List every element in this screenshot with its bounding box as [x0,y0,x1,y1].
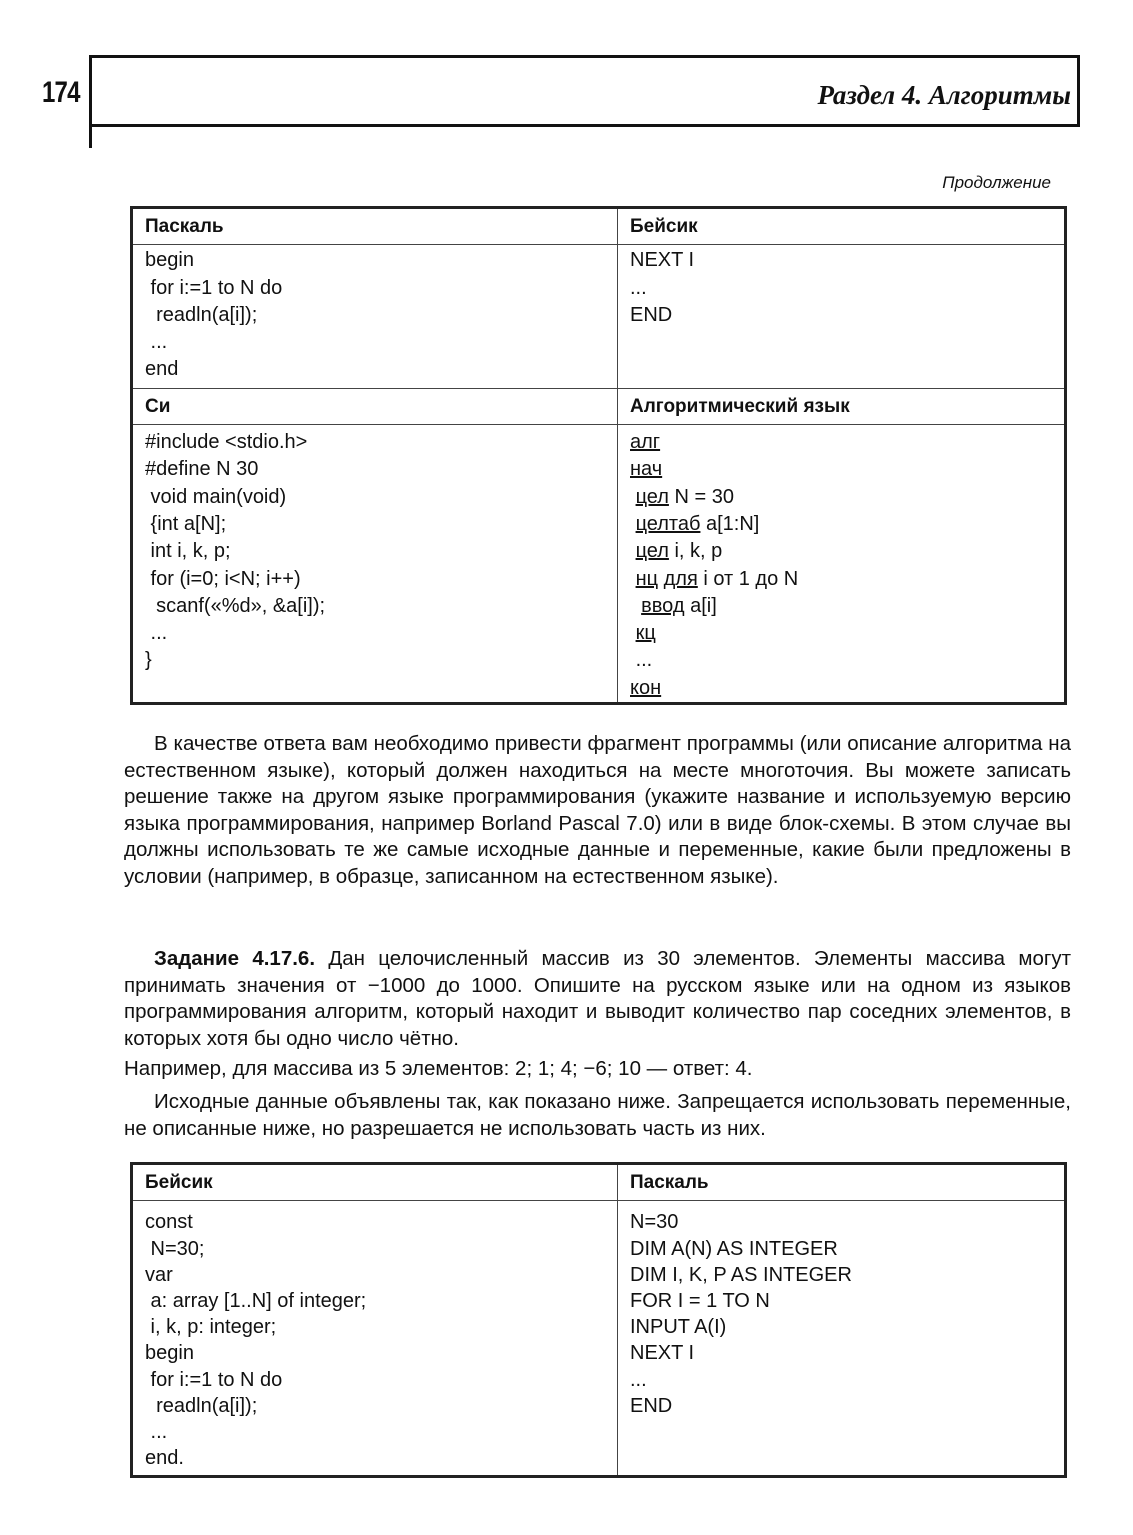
left-code-cell [132,1201,618,1477]
task-title: Задание 4.17.6. [154,947,316,970]
code-line: FOR I = 1 TO N [630,1289,770,1312]
code-line: for (i=0; i<N; i++) [145,567,301,590]
code-line: {int a[N]; [145,512,227,535]
code-text: ... [635,649,653,672]
code-line: for i:=1 to N do [145,1368,283,1391]
code-line: INPUT A(I) [630,1316,727,1339]
code-table-2 [130,1162,1067,1478]
code-line: void main(void) [145,485,287,508]
keyword: для [663,567,698,590]
code-line [630,456,1052,483]
answer-instructions [124,731,1071,891]
code-line: #include <stdio.h> [145,431,308,454]
code-line: ... [145,331,168,354]
keyword: нач [630,458,663,481]
pascal-header: Паскаль [132,208,618,245]
code-line: END [630,1394,673,1417]
code-text: i от 1 до N [697,567,799,590]
code-text: N = 30 [668,485,734,508]
code-line: END [630,303,673,326]
pascal-header: Паскаль [618,1164,1066,1201]
task-block [124,946,1071,1142]
code-text: i, k, p [668,540,723,563]
keyword: цел [635,540,669,563]
task-text: Дан целочисленный массив из 30 элементов. Элементы массива могут принимать значения от −1000 до 1000. Опишите на русском языке или на одном из языков программирования алгоритм, который находит и выводит количество пар соседних элементов, в которых хотя бы одно число чётно. [124,947,1071,1050]
code-line: a: array [1..N] of integer; [145,1289,367,1312]
code-line: ... [630,276,647,299]
code-line: DIM I, K, P AS INTEGER [630,1263,852,1286]
continuation-label: Продолжение [942,173,1051,192]
code-line: begin [145,249,194,272]
code-table-1 [130,206,1067,705]
keyword: ввод [641,594,685,617]
task-example: Например, для массива из 5 элементов: 2; 1; 4; −6; 10 — ответ: 4. [124,1057,753,1081]
page-number: 174 [42,76,80,109]
code-line [630,511,1052,538]
code-line [630,429,1052,456]
code-line: ... [145,1420,168,1443]
code-line [630,484,1052,511]
code-line: readln(a[i]); [145,303,258,326]
code-line: DIM A(N) AS INTEGER [630,1237,838,1260]
algo-code-cell [618,425,1066,704]
code-line [630,620,1052,647]
code-line: i, k, p: integer; [145,1316,277,1339]
section-title: Раздел 4. Алгоритмы [817,80,1071,110]
keyword: кон [630,676,662,699]
code-line: const [145,1211,193,1234]
code-line: ... [145,622,168,645]
code-text: a[1:N] [700,512,760,535]
code-line: var [145,1263,173,1286]
keyword: кц [635,622,656,645]
code-line: ... [630,1368,647,1391]
code-line [630,675,1052,702]
code-line: end. [145,1447,184,1470]
code-line: N=30 [630,1211,679,1234]
right-code-cell [618,1201,1066,1477]
algo-header: Алгоритмический язык [618,388,1066,424]
basic-code-cell [618,245,1066,388]
c-code-cell [132,425,618,704]
paragraph: В качестве ответа вам необходимо привести фрагмент программы (или описание алгоритма на естественном языке), который должен находиться на месте многоточия. Вы можете записать решение также на другом языке программирования (укажите название и используемую версию языка программирования, например Borland Pascal 7.0) или в виде блок-схемы. В этом случае вы должны использовать те же самые исходные данные и переменные, какие были предложены в условии (например, в образце, записанном на естественном языке). [124,732,1071,888]
task-note: Исходные данные объявлены так, как показано ниже. Запрещается использовать переменные, не описанные ниже, но разрешается не использовать часть из них. [124,1089,1071,1140]
code-line [630,538,1052,565]
code-line: NEXT I [630,249,695,272]
keyword: нц [635,567,659,590]
code-line: begin [145,1342,194,1365]
code-line: N=30; [145,1237,205,1260]
code-line: readln(a[i]); [145,1394,258,1417]
code-line: int i, k, p; [145,540,231,563]
code-line [630,647,1052,674]
basic-header: Бейсик [618,208,1066,245]
pascal-code-cell [132,245,618,388]
code-line: NEXT I [630,1342,695,1365]
code-line: #define N 30 [145,458,259,481]
basic-header: Бейсик [132,1164,618,1201]
code-line: for i:=1 to N do [145,276,283,299]
code-line: } [145,649,152,672]
header-divider [89,124,92,148]
code-text: a[i] [684,594,717,617]
code-line [630,593,1052,620]
keyword: цел [635,485,669,508]
c-header: Си [132,388,618,424]
keyword: алг [630,431,661,454]
keyword: целтаб [635,512,701,535]
task-paragraph [124,946,1071,1052]
code-line: end [145,358,179,381]
code-line [630,566,1052,593]
code-line: scanf(«%d», &a[i]); [145,594,326,617]
